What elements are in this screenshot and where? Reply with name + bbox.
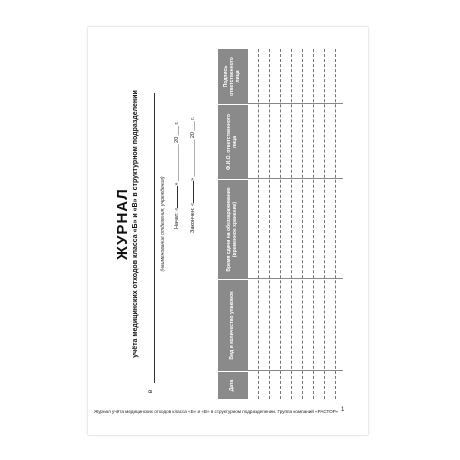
column-divider <box>248 103 343 104</box>
table-row <box>313 49 314 399</box>
ended-row <box>190 117 196 233</box>
table-row <box>302 49 303 399</box>
column-divider <box>248 278 343 279</box>
department-underline <box>154 93 155 383</box>
journal-table <box>218 49 343 399</box>
ended-label: Закончен: « <box>190 202 196 233</box>
table-row <box>258 49 259 399</box>
table-body <box>248 49 343 399</box>
started-date: » ____________ 20 ___ г. <box>174 121 180 186</box>
journal-title: ЖУРНАЛ <box>114 188 131 260</box>
page-footer: Журнал учёта медицинских отходов класса «Б» и «В» в структурном подразделении. Группа компаний «РАСТОР» <box>94 409 339 414</box>
department-caption: (наименование отделения, учреждения) <box>160 176 166 272</box>
table-row <box>335 49 336 399</box>
ended-date: » ____________ 20 ___ г. <box>190 116 196 181</box>
rotated-content <box>108 49 343 399</box>
table-row <box>324 49 325 399</box>
col-header-time: Время сдачи на обеззараживание (временное хранение) <box>218 179 248 279</box>
table-row <box>269 49 270 399</box>
table-row <box>291 49 292 399</box>
col-header-signature: Подпись ответственного лица <box>218 49 248 104</box>
department-in-label: в <box>148 389 154 393</box>
started-row <box>174 122 180 229</box>
journal-header <box>108 49 218 399</box>
col-header-name: Ф.И.О. ответственного лица <box>218 104 248 179</box>
department-line <box>148 93 160 393</box>
journal-subtitle: учёта медицинских отходов класса «Б» и «В» в структурном подразделении <box>132 90 139 358</box>
column-divider <box>248 370 343 371</box>
col-header-packages: Вид и количество упаковок <box>218 279 248 371</box>
page-number: 1 <box>341 407 345 413</box>
started-label: Начат: « <box>174 207 180 229</box>
journal-page <box>88 27 368 435</box>
column-divider <box>248 178 343 179</box>
table-row <box>280 49 281 399</box>
col-header-date: Дата <box>218 371 248 399</box>
